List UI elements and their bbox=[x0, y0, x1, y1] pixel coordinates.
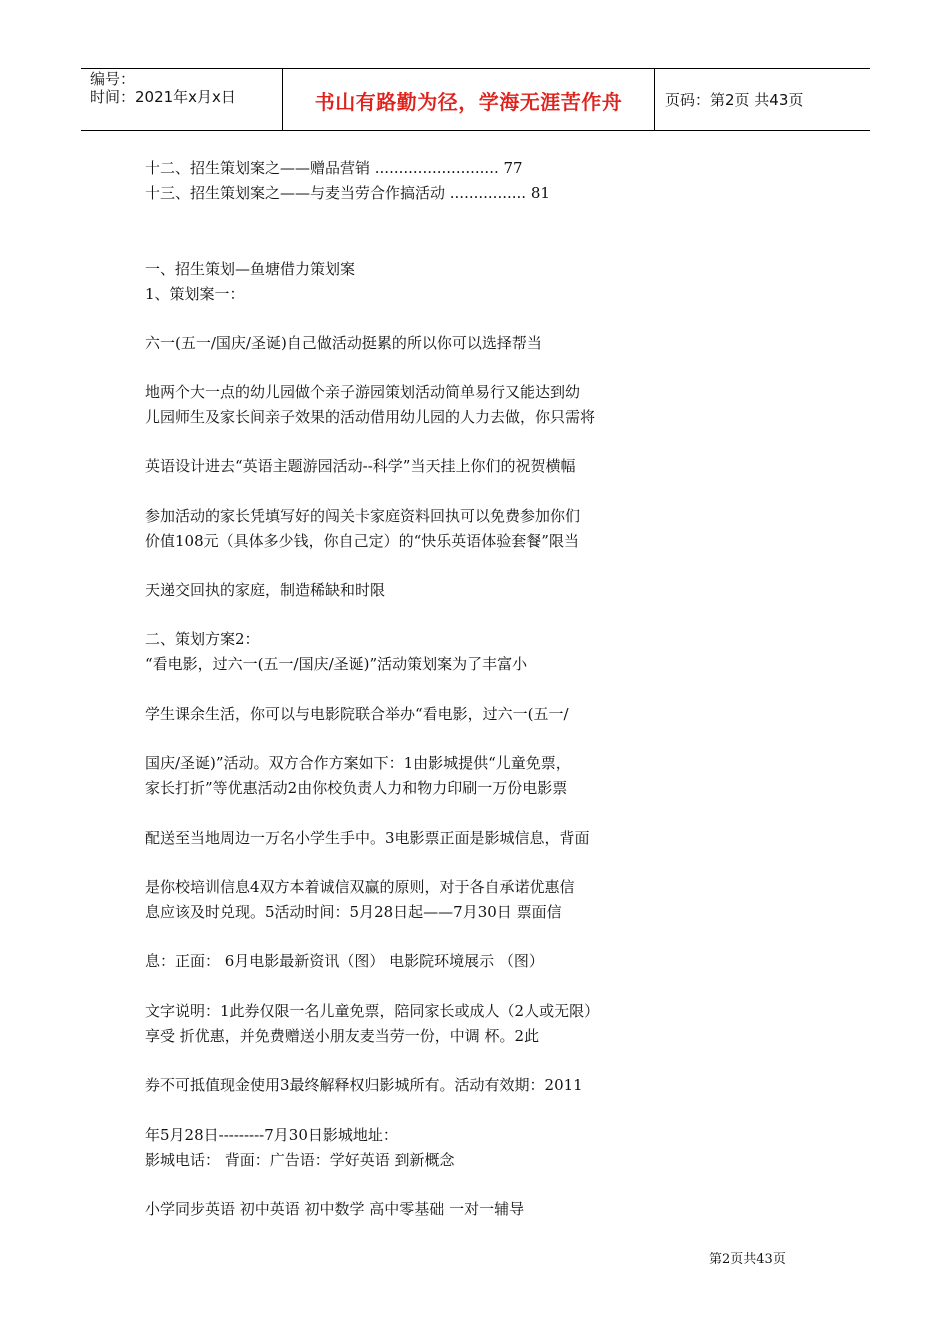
subheading-plan-2: 二、策划方案2： bbox=[145, 630, 260, 648]
number-label: 编号： bbox=[90, 70, 136, 88]
header-page-label: 页码：第2页 共43页 bbox=[665, 91, 804, 109]
body-line: 英语设计进去“英语主题游园活动--科学”当天挂上你们的祝贺横幅 bbox=[145, 457, 576, 475]
body-line: 息应该及时兑现。5活动时间：5月28日起——7月30日 票面信 bbox=[145, 903, 562, 921]
body-line: 是你校培训信息4双方本着诚信双赢的原则，对于各自承诺优惠信 bbox=[145, 878, 575, 896]
body-line: 学生课余生活，你可以与电影院联合举办“看电影，过六一(五一/ bbox=[145, 705, 569, 723]
time-label: 时间：2021年x月x日 bbox=[90, 88, 236, 106]
body-line: 参加活动的家长凭填写好的闯关卡家庭资料回执可以免费参加你们 bbox=[145, 507, 581, 525]
body-line: 息：正面： 6月电影最新资讯（图） 电影院环境展示 （图） bbox=[145, 952, 544, 970]
body-line: 国庆/圣诞)”活动。双方合作方案如下：1由影城提供“儿童免票， bbox=[145, 754, 571, 772]
body-line: 价值108元（具体多少钱，你自己定）的“快乐英语体验套餐”限当 bbox=[145, 532, 579, 550]
header-motto: 书山有路勤为径，学海无涯苦作舟 bbox=[282, 69, 655, 130]
body-line: 地两个大一点的幼儿园做个亲子游园策划活动简单易行又能达到幼 bbox=[145, 383, 581, 401]
section-heading-1: 一、招生策划—鱼塘借力策划案 bbox=[145, 260, 356, 278]
body-line: 影城电话： 背面：广告语：学好英语 到新概念 bbox=[145, 1151, 455, 1169]
body-line: 六一(五一/国庆/圣诞)自己做活动挺累的所以你可以选择帮当 bbox=[145, 334, 542, 352]
body-line: 小学同步英语 初中英语 初中数学 高中零基础 一对一辅导 bbox=[145, 1200, 525, 1218]
body-line: 家长打折”等优惠活动2由你校负责人力和物力印刷一万份电影票 bbox=[145, 779, 568, 797]
body-line: “看电影，过六一(五一/国庆/圣诞)”活动策划案为了丰富小 bbox=[145, 655, 528, 673]
page-header bbox=[81, 68, 870, 131]
subheading-plan-1: 1、策划案一： bbox=[145, 285, 245, 303]
body-line: 儿园师生及家长间亲子效果的活动借用幼儿园的人力去做，你只需将 bbox=[145, 408, 596, 426]
body-line: 券不可抵值现金使用3最终解释权归影城所有。活动有效期：2011 bbox=[145, 1076, 583, 1094]
body-line: 天递交回执的家庭，制造稀缺和时限 bbox=[145, 581, 386, 599]
body-line: 享受 折优惠，并免费赠送小朋友麦当劳一份，中调 杯。2此 bbox=[145, 1027, 540, 1045]
body-line: 年5月28日---------7月30日影城地址： bbox=[145, 1126, 398, 1144]
header-meta bbox=[81, 69, 282, 130]
page-footer: 第2页共43页 bbox=[709, 1252, 786, 1267]
toc-line-12: 十二、招生策划案之——赠品营销 .......................... 77 bbox=[145, 159, 523, 177]
toc-line-13: 十三、招生策划案之——与麦当劳合作搞活动 ................ 81 bbox=[145, 184, 550, 202]
body-line: 配送至当地周边一万名小学生手中。3电影票正面是影城信息，背面 bbox=[145, 829, 590, 847]
body-line: 文字说明：1此券仅限一名儿童免票，陪同家长或成人（2人或无限） bbox=[145, 1002, 600, 1020]
